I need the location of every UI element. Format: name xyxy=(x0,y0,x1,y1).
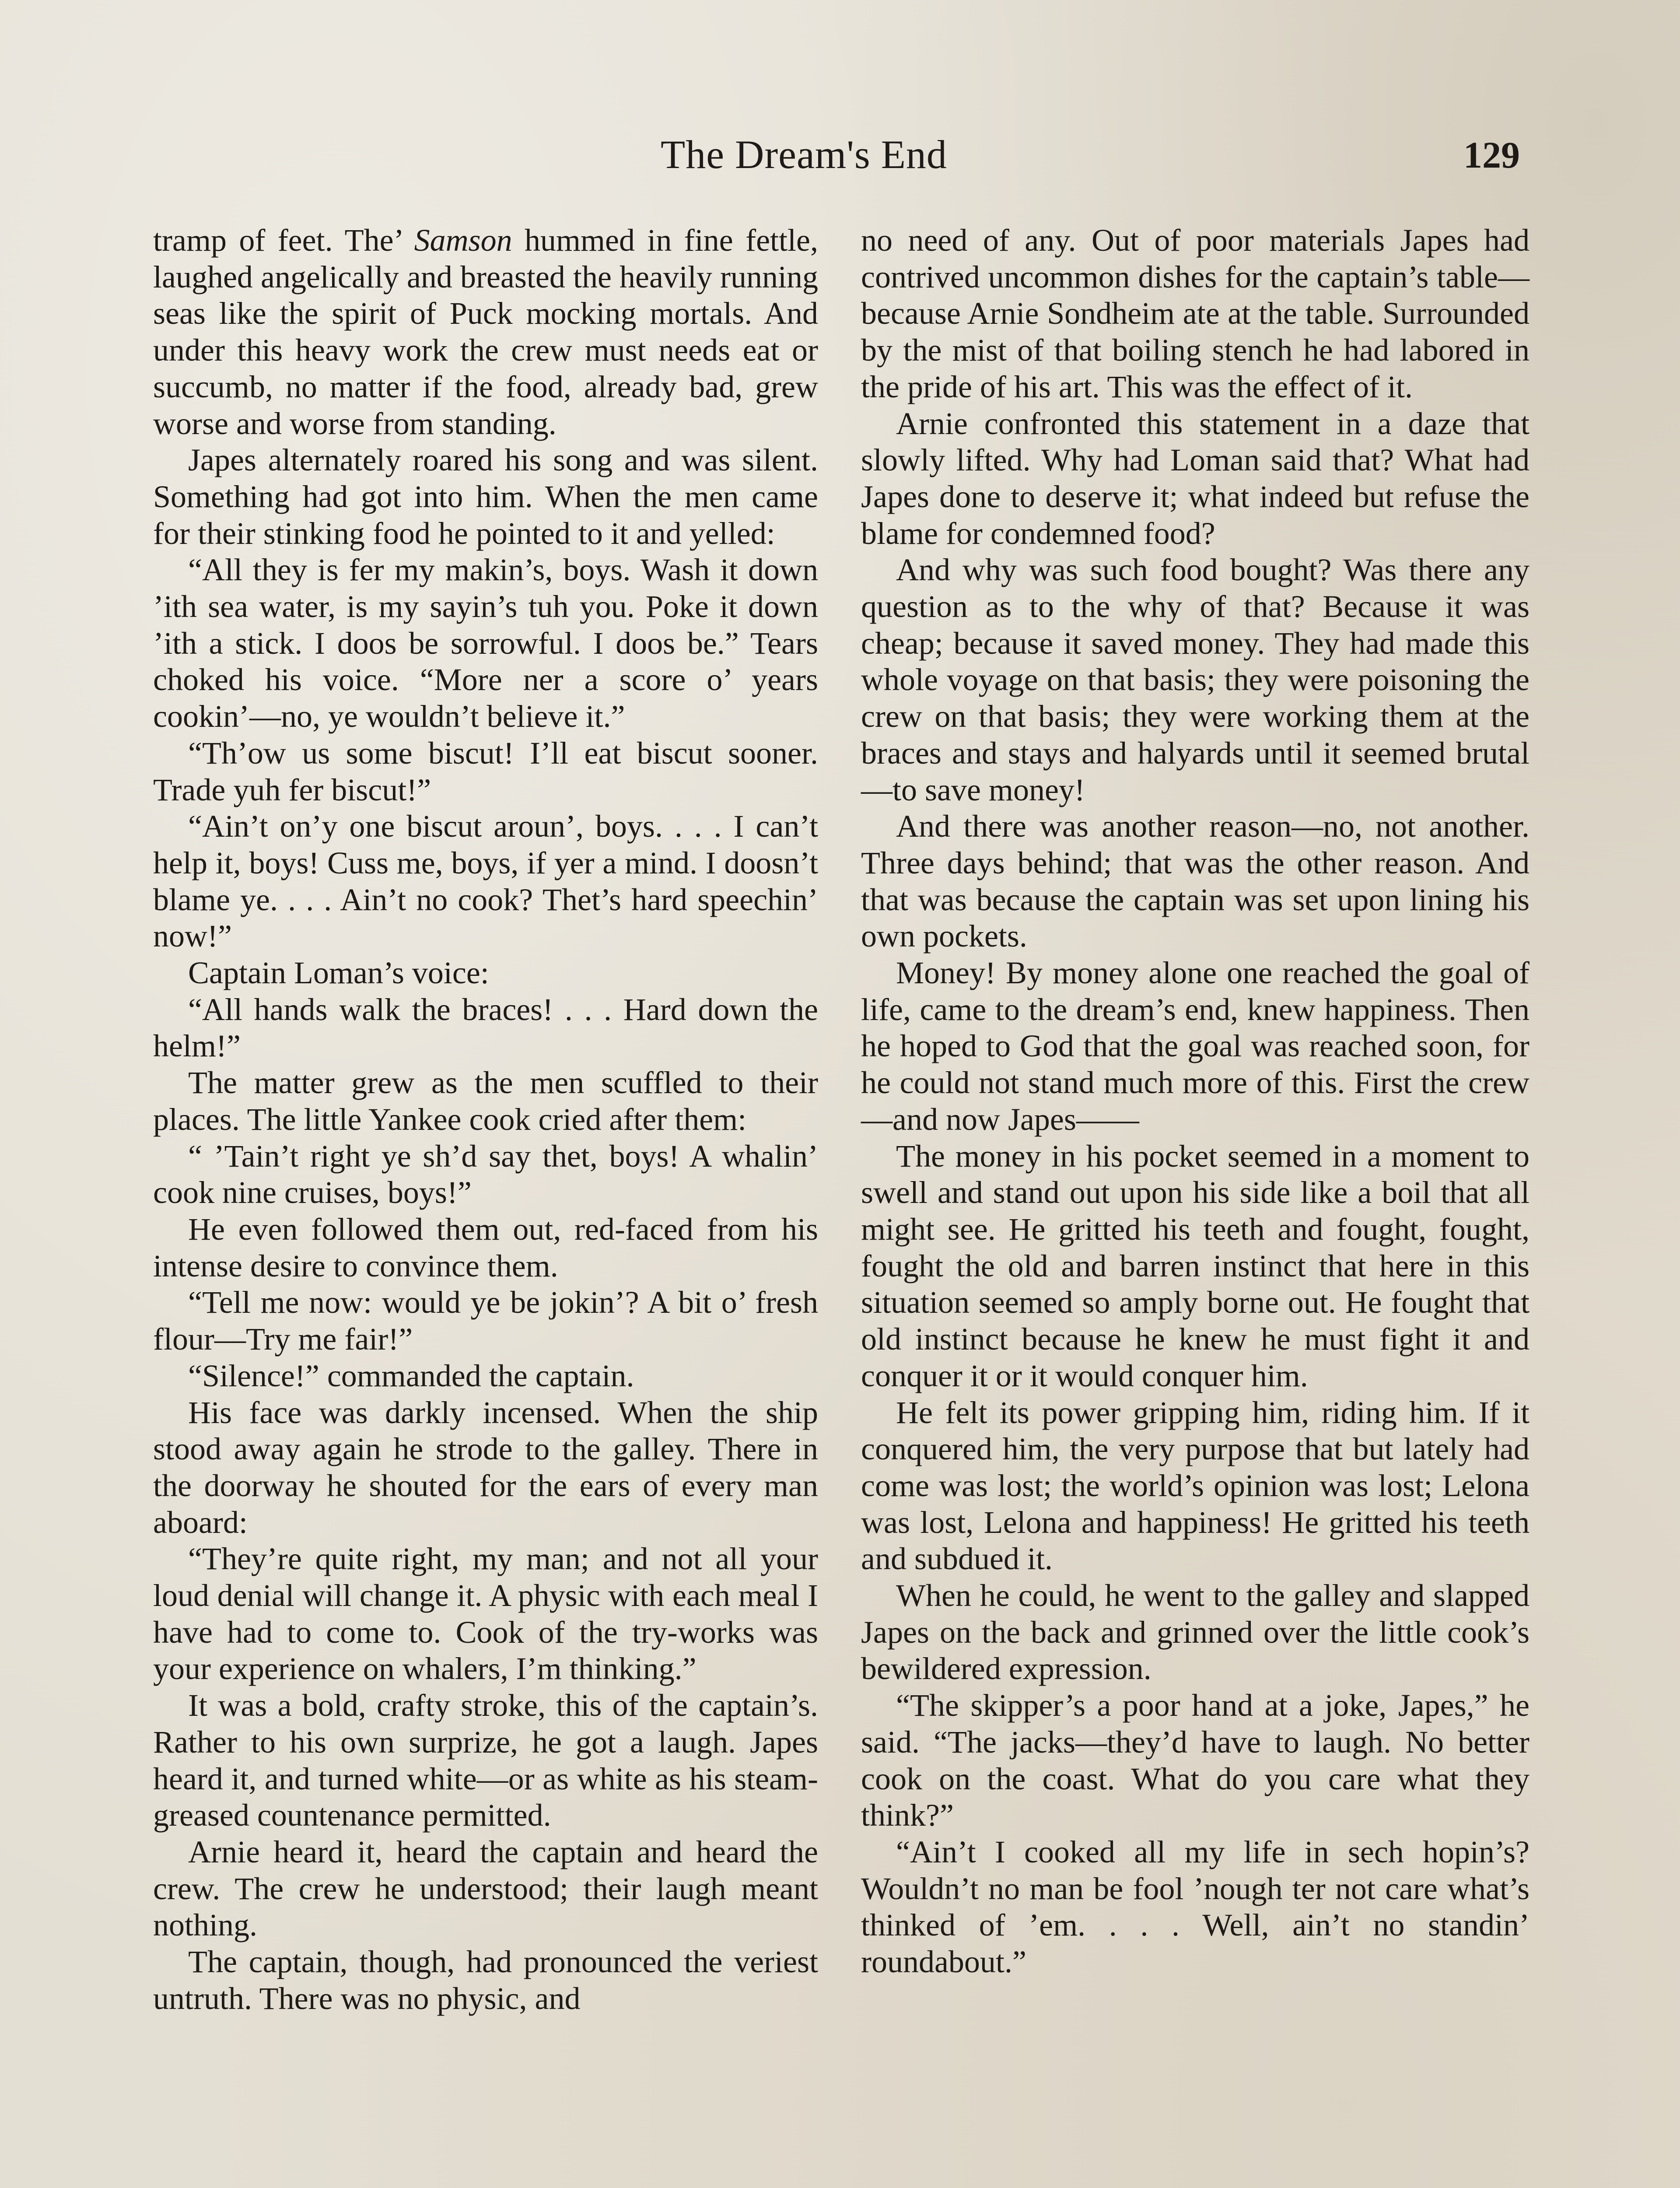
right-column xyxy=(861,222,1530,1981)
paragraph: no need of any. Out of poor materials Japes had contrived uncommon dishes for the captain’s table—because Arnie Sondheim ate at the table. Surrounded by the mist of that boiling stench he had labored in the pride of his art. This was the effect of it. xyxy=(861,223,1530,404)
paragraph: “All they is fer my makin’s, boys. Wash it down ’ith sea water, is my sayin’s tuh you. Poke it down ’ith a stick. I doos be sorrowful. I doos be.” Tears choked his voice. “More ner a score o’ years cookin’—no, ye wouldn’t believe it.” xyxy=(153,552,818,734)
paragraph: “Ain’t I cooked all my life in sech hopin’s? Wouldn’t no man be fool ’nough ter not care what’s thinked of ’em. . . . Well, ain’t no standin’ roundabout.” xyxy=(861,1834,1530,1980)
paragraph: “They’re quite right, my man; and not all your loud denial will change it. A physic with each meal I have had to come to. Cook of the try-works was your experience on whalers, I’m thinking.” xyxy=(153,1541,818,1687)
paragraph: The captain, though, had pronounced the veriest untruth. There was no physic, and xyxy=(153,1944,818,2016)
ship-name: Samson xyxy=(414,223,512,258)
running-header xyxy=(0,127,1680,184)
paragraph: It was a bold, crafty stroke, this of the captain’s. Rather to his own surprize, he got a laugh. Japes heard it, and turned white—or as white as his steam-greased countenance permitted. xyxy=(153,1688,818,1833)
paragraph: He felt its power gripping him, riding him. If it conquered him, the very purpose that but lately had come was lost; the world’s opinion was lost; Lelona was lost, Lelona and happiness! He gritted his teeth and subdued it. xyxy=(861,1395,1530,1577)
paragraph: “All hands walk the braces! . . . Hard down the helm!” xyxy=(153,992,818,1064)
page-number: 129 xyxy=(1463,134,1520,176)
paragraph: The money in his pocket seemed in a moment to swell and stand out upon his side like a boil that all might see. He gritted his teeth and fought, fought, fought the old and barren instinct that here in this situation seemed so amply borne out. He fought that old instinct because he knew he must fight it and conquer it or it would conquer him. xyxy=(861,1138,1530,1393)
running-title: The Dream's End xyxy=(661,132,947,177)
paragraph: And there was another reason—no, not another. Three days behind; that was the other reason. And that was because the captain was set upon lining his own pockets. xyxy=(861,809,1530,954)
paragraph: “Th’ow us some biscut! I’ll eat biscut sooner. Trade yuh fer biscut!” xyxy=(153,735,818,807)
paragraph: “The skipper’s a poor hand at a joke, Japes,” he said. “The jacks—they’d have to laugh. No better cook on the coast. What do you care what they think?” xyxy=(861,1688,1530,1833)
paragraph: Japes alternately roared his song and was silent. Something had got into him. When the men came for their stinking food he pointed to it and yelled: xyxy=(153,442,818,551)
paragraph: “Ain’t on’y one biscut aroun’, boys. . . . I can’t help it, boys! Cuss me, boys, if yer a mind. I doosn’t blame ye. . . . Ain’t no cook? Thet’s hard speechin’ now!” xyxy=(153,809,818,954)
paragraph: “Silence!” commanded the captain. xyxy=(188,1358,634,1393)
paragraph: And why was such food bought? Was there any question as to the why of that? Because it was cheap; because it saved money. They had made this whole voyage on that basis; they were poisoning the crew on that basis; they were working them at the braces and stays and halyards until it seemed brutal—to save money! xyxy=(861,552,1530,807)
paragraph: “Tell me now: would ye be jokin’? A bit o’ fresh flour—Try me fair!” xyxy=(153,1285,818,1357)
paragraph: “ ’Tain’t right ye sh’d say thet, boys! A whalin’ cook nine cruises, boys!” xyxy=(153,1138,818,1210)
paragraph: When he could, he went to the galley and slapped Japes on the back and grinned over the little cook’s bewildered expression. xyxy=(861,1578,1530,1687)
paragraph: His face was darkly incensed. When the ship stood away again he strode to the galley. There in the doorway he shouted for the ears of every man aboard: xyxy=(153,1395,818,1540)
paragraph: Money! By money alone one reached the goal of life, came to the dream’s end, knew happiness. Then he hoped to God that the goal was reached soon, for he could not stand much more of this. First the crew—and now Japes—— xyxy=(861,955,1530,1137)
paragraph: Arnie heard it, heard the captain and heard the crew. The crew he understood; their laugh meant nothing. xyxy=(153,1834,818,1943)
paragraph: He even followed them out, red-faced from his intense desire to convince them. xyxy=(153,1211,818,1283)
left-column xyxy=(153,222,818,2017)
paragraph: The matter grew as the men scuffled to their places. The little Yankee cook cried after them: xyxy=(153,1065,818,1137)
paragraph: tramp of feet. The’ Samson hummed in fine fettle, laughed angelically and breasted the heavily running seas like the spirit of Puck mocking mortals. And under this heavy work the crew must needs eat or succumb, no matter if the food, already bad, grew worse and worse from standing. xyxy=(153,223,818,441)
paragraph: Arnie confronted this statement in a daze that slowly lifted. Why had Loman said that? What had Japes done to deserve it; what indeed but refuse the blame for condemned food? xyxy=(861,406,1530,551)
paragraph: Captain Loman’s voice: xyxy=(188,955,489,991)
